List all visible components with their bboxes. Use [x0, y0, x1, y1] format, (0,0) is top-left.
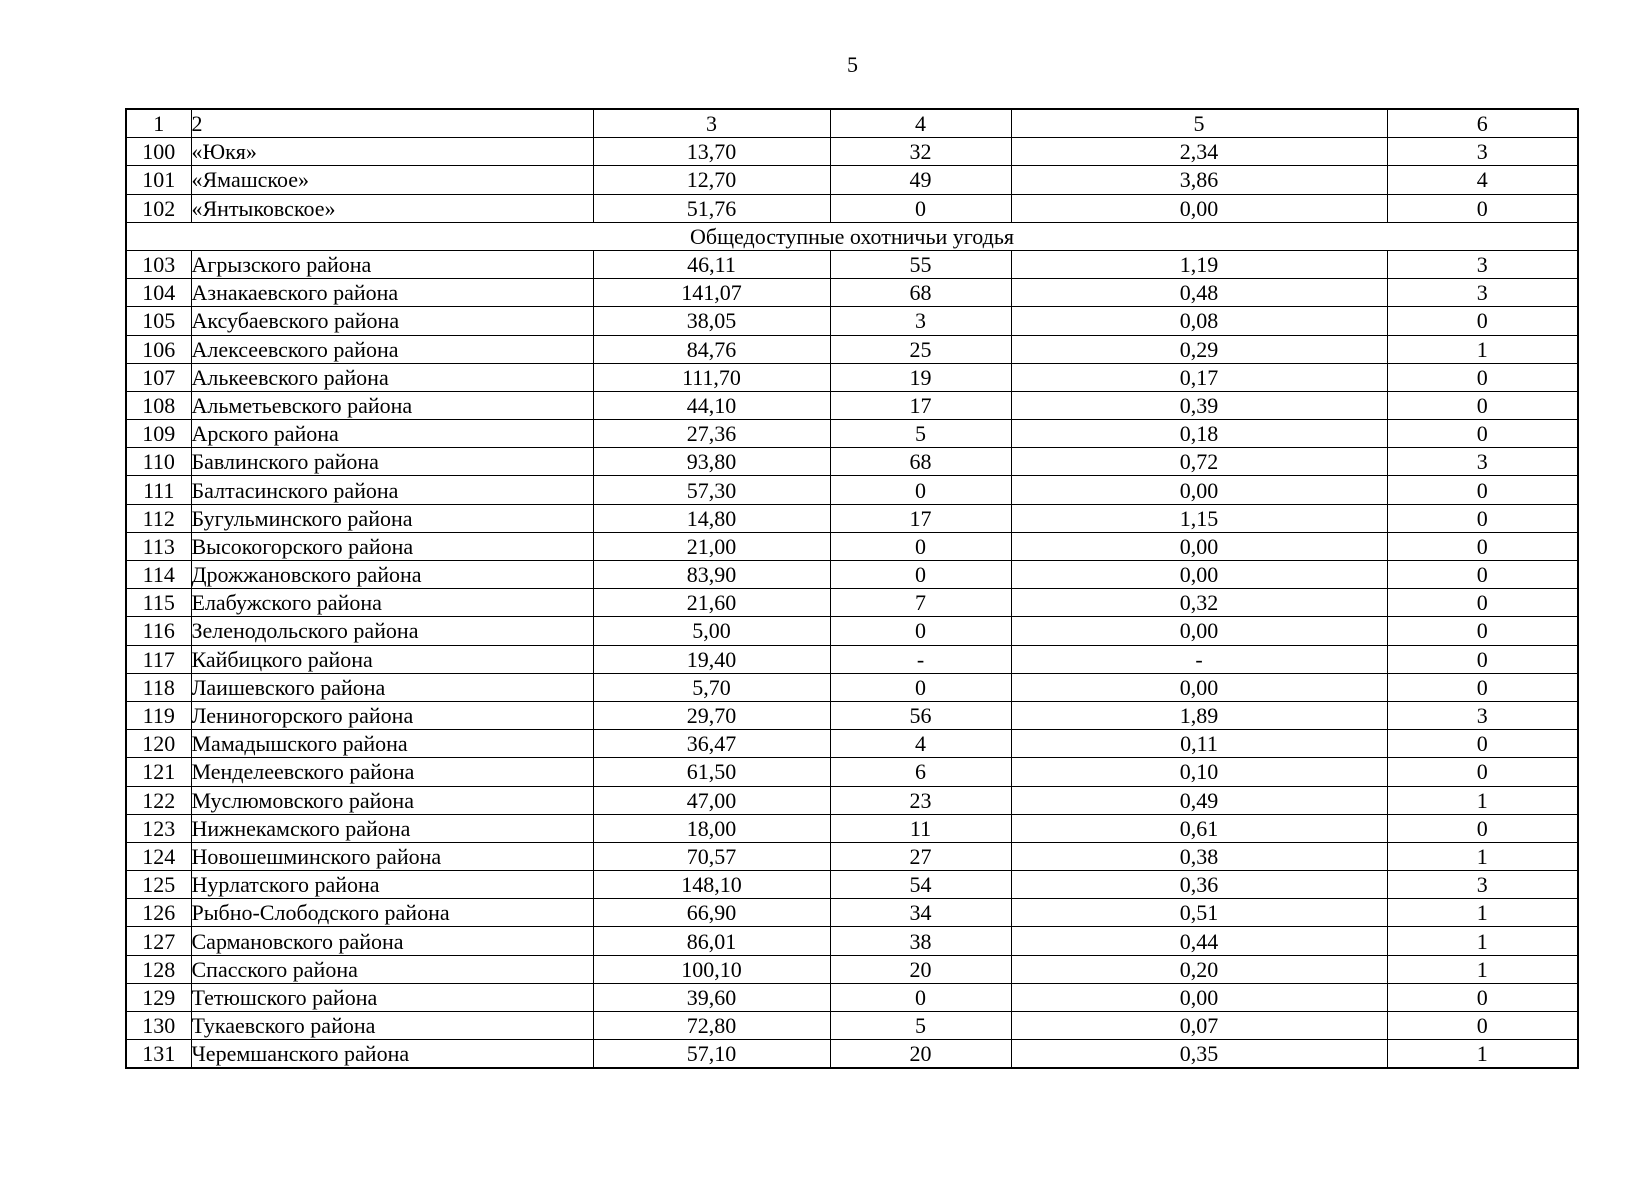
table-cell-col-5: 5 [1011, 109, 1387, 138]
table-cell-col-1: 108 [126, 391, 191, 419]
table-cell-col-1: 131 [126, 1040, 191, 1069]
table-cell-col-5: 0,11 [1011, 730, 1387, 758]
table-cell-col-3: 44,10 [593, 391, 830, 419]
table-cell-col-3: 66,90 [593, 899, 830, 927]
table-cell-col-6: 0 [1387, 504, 1578, 532]
table-cell-col-5: - [1011, 645, 1387, 673]
table-cell-col-1: 117 [126, 645, 191, 673]
table-cell-col-2: Балтасинского района [191, 476, 593, 504]
table-cell-col-2: Муслюмовского района [191, 786, 593, 814]
table-cell-col-5: 0,00 [1011, 476, 1387, 504]
table-cell-col-6: 0 [1387, 476, 1578, 504]
table-cell-col-1: 124 [126, 842, 191, 870]
table-cell-col-4: 5 [830, 1012, 1011, 1040]
table-row [126, 166, 1578, 194]
table-cell-col-2: Тукаевского района [191, 1012, 593, 1040]
table-cell-col-6: 3 [1387, 701, 1578, 729]
table-row [126, 589, 1578, 617]
table-cell-col-2: Алькеевского района [191, 363, 593, 391]
table-cell-col-2: Новошешминского района [191, 842, 593, 870]
table-cell-col-1: 114 [126, 561, 191, 589]
table-cell-col-1: 100 [126, 138, 191, 166]
table-cell-col-4: 0 [830, 673, 1011, 701]
section-title: Общедоступные охотничьи угодья [126, 222, 1578, 250]
table-cell-col-2: Тетюшского района [191, 983, 593, 1011]
table-cell-col-2: Лениногорского района [191, 701, 593, 729]
table-cell-col-3: 5,00 [593, 617, 830, 645]
table-cell-col-6: 0 [1387, 673, 1578, 701]
table-cell-col-5: 0,38 [1011, 842, 1387, 870]
table-cell-col-6: 1 [1387, 335, 1578, 363]
table-cell-col-3: 83,90 [593, 561, 830, 589]
table-row [126, 250, 1578, 278]
table-cell-col-3: 21,60 [593, 589, 830, 617]
table-cell-col-6: 3 [1387, 279, 1578, 307]
table-cell-col-2: Мамадышского района [191, 730, 593, 758]
table-row [126, 617, 1578, 645]
table-cell-col-4: 17 [830, 391, 1011, 419]
table-row [126, 673, 1578, 701]
table-cell-col-4: 38 [830, 927, 1011, 955]
table-cell-col-1: 122 [126, 786, 191, 814]
table-cell-col-6: 0 [1387, 420, 1578, 448]
table-row [126, 532, 1578, 560]
table-cell-col-1: 105 [126, 307, 191, 335]
table-cell-col-5: 0,00 [1011, 532, 1387, 560]
table-cell-col-6: 6 [1387, 109, 1578, 138]
table-cell-col-5: 0,00 [1011, 983, 1387, 1011]
table-cell-col-1: 103 [126, 250, 191, 278]
table-cell-col-4: 0 [830, 617, 1011, 645]
table-row [126, 758, 1578, 786]
table-cell-col-4: 11 [830, 814, 1011, 842]
table-cell-col-6: 0 [1387, 307, 1578, 335]
table-row [126, 504, 1578, 532]
table-cell-col-3: 14,80 [593, 504, 830, 532]
table-cell-col-6: 1 [1387, 1040, 1578, 1069]
page-number: 5 [847, 52, 858, 77]
table-cell-col-5: 0,18 [1011, 420, 1387, 448]
table-cell-col-6: 0 [1387, 391, 1578, 419]
table-row [126, 476, 1578, 504]
table-cell-col-1: 130 [126, 1012, 191, 1040]
table-cell-col-6: 1 [1387, 842, 1578, 870]
table-cell-col-4: 68 [830, 279, 1011, 307]
table-cell-col-4: 0 [830, 476, 1011, 504]
table-cell-col-5: 0,17 [1011, 363, 1387, 391]
table-cell-col-1: 109 [126, 420, 191, 448]
table-cell-col-6: 1 [1387, 927, 1578, 955]
table-cell-col-2: Черемшанского района [191, 1040, 593, 1069]
table-row [126, 194, 1578, 222]
table-cell-col-1: 129 [126, 983, 191, 1011]
table-row [126, 842, 1578, 870]
table-cell-col-4: 56 [830, 701, 1011, 729]
table-cell-col-6: 1 [1387, 899, 1578, 927]
table-cell-col-1: 116 [126, 617, 191, 645]
table-cell-col-5: 0,44 [1011, 927, 1387, 955]
table-cell-col-2: Арского района [191, 420, 593, 448]
table-cell-col-6: 3 [1387, 138, 1578, 166]
table-cell-col-5: 0,08 [1011, 307, 1387, 335]
table-cell-col-1: 112 [126, 504, 191, 532]
table-cell-col-1: 127 [126, 927, 191, 955]
table-cell-col-1: 107 [126, 363, 191, 391]
table-cell-col-2: Бавлинского района [191, 448, 593, 476]
table-cell-col-5: 0,29 [1011, 335, 1387, 363]
table-cell-col-2: Нурлатского района [191, 871, 593, 899]
table-cell-col-2: Елабужского района [191, 589, 593, 617]
table-cell-col-4: 25 [830, 335, 1011, 363]
table-row [126, 1040, 1578, 1069]
table-cell-col-1: 119 [126, 701, 191, 729]
table-cell-col-5: 0,49 [1011, 786, 1387, 814]
table-cell-col-6: 0 [1387, 194, 1578, 222]
table-cell-col-5: 0,10 [1011, 758, 1387, 786]
table-cell-col-2: Бугульминского района [191, 504, 593, 532]
table-cell-col-6: 3 [1387, 448, 1578, 476]
table-cell-col-6: 0 [1387, 363, 1578, 391]
table-cell-col-1: 123 [126, 814, 191, 842]
table-cell-col-1: 128 [126, 955, 191, 983]
table-cell-col-5: 0,51 [1011, 899, 1387, 927]
table-cell-col-4: 6 [830, 758, 1011, 786]
table-row [126, 871, 1578, 899]
table-header-row [126, 109, 1578, 138]
table-cell-col-1: 101 [126, 166, 191, 194]
table-cell-col-5: 0,35 [1011, 1040, 1387, 1069]
table-cell-col-3: 72,80 [593, 1012, 830, 1040]
table-cell-col-4: 0 [830, 561, 1011, 589]
table-cell-col-1: 111 [126, 476, 191, 504]
table-cell-col-3: 13,70 [593, 138, 830, 166]
table-cell-col-2: Рыбно-Слободского района [191, 899, 593, 927]
table-cell-col-1: 125 [126, 871, 191, 899]
table-cell-col-2: Нижнекамского района [191, 814, 593, 842]
table-cell-col-2: Зеленодольского района [191, 617, 593, 645]
table-cell-col-4: 32 [830, 138, 1011, 166]
table-cell-col-6: 0 [1387, 589, 1578, 617]
table-cell-col-1: 102 [126, 194, 191, 222]
table-cell-col-2: «Юкя» [191, 138, 593, 166]
table-cell-col-2: Лаишевского района [191, 673, 593, 701]
table-cell-col-4: 5 [830, 420, 1011, 448]
table-cell-col-6: 0 [1387, 730, 1578, 758]
table-cell-col-6: 1 [1387, 955, 1578, 983]
table-cell-col-5: 0,07 [1011, 1012, 1387, 1040]
table-cell-col-4: 19 [830, 363, 1011, 391]
table-row [126, 645, 1578, 673]
table-cell-col-6: 0 [1387, 617, 1578, 645]
table-row [126, 448, 1578, 476]
table-cell-col-5: 0,61 [1011, 814, 1387, 842]
table-cell-col-1: 1 [126, 109, 191, 138]
table-cell-col-5: 3,86 [1011, 166, 1387, 194]
table-cell-col-6: 3 [1387, 250, 1578, 278]
table-cell-col-1: 115 [126, 589, 191, 617]
table-cell-col-6: 0 [1387, 983, 1578, 1011]
table-cell-col-1: 104 [126, 279, 191, 307]
table-cell-col-2: «Янтыковское» [191, 194, 593, 222]
table-cell-col-3: 46,11 [593, 250, 830, 278]
table-row [126, 335, 1578, 363]
table-cell-col-3: 29,70 [593, 701, 830, 729]
table-cell-col-2: Сармановского района [191, 927, 593, 955]
table-cell-col-3: 93,80 [593, 448, 830, 476]
table-cell-col-1: 106 [126, 335, 191, 363]
table-cell-col-4: - [830, 645, 1011, 673]
table-cell-col-2: 2 [191, 109, 593, 138]
table-cell-col-3: 36,47 [593, 730, 830, 758]
table-cell-col-5: 0,72 [1011, 448, 1387, 476]
table-row [126, 701, 1578, 729]
table-cell-col-3: 12,70 [593, 166, 830, 194]
table-cell-col-3: 86,01 [593, 927, 830, 955]
table-cell-col-4: 34 [830, 899, 1011, 927]
table-cell-col-4: 20 [830, 955, 1011, 983]
table-row [126, 899, 1578, 927]
table-cell-col-6: 0 [1387, 814, 1578, 842]
table-cell-col-5: 2,34 [1011, 138, 1387, 166]
table-cell-col-4: 68 [830, 448, 1011, 476]
table-cell-col-2: Высокогорского района [191, 532, 593, 560]
table-cell-col-2: Алексеевского района [191, 335, 593, 363]
table-cell-col-6: 3 [1387, 871, 1578, 899]
table-cell-col-4: 27 [830, 842, 1011, 870]
section-row [126, 222, 1578, 250]
table-row [126, 561, 1578, 589]
table-cell-col-4: 0 [830, 194, 1011, 222]
table-row [126, 279, 1578, 307]
table-cell-col-5: 0,32 [1011, 589, 1387, 617]
table-cell-col-3: 84,76 [593, 335, 830, 363]
table-cell-col-4: 55 [830, 250, 1011, 278]
table-cell-col-3: 57,30 [593, 476, 830, 504]
table-row [126, 786, 1578, 814]
table-cell-col-3: 111,70 [593, 363, 830, 391]
table-cell-col-2: Агрызского района [191, 250, 593, 278]
table-cell-col-1: 113 [126, 532, 191, 560]
table-cell-col-4: 4 [830, 730, 1011, 758]
table-cell-col-5: 0,00 [1011, 673, 1387, 701]
table-cell-col-1: 121 [126, 758, 191, 786]
table-cell-col-3: 57,10 [593, 1040, 830, 1069]
table-cell-col-2: Дрожжановского района [191, 561, 593, 589]
table-cell-col-2: Азнакаевского района [191, 279, 593, 307]
table-cell-col-4: 0 [830, 532, 1011, 560]
table-row [126, 730, 1578, 758]
table-cell-col-5: 1,89 [1011, 701, 1387, 729]
table-cell-col-5: 0,00 [1011, 194, 1387, 222]
table-cell-col-5: 0,00 [1011, 561, 1387, 589]
table-cell-col-5: 0,36 [1011, 871, 1387, 899]
table-cell-col-2: Менделеевского района [191, 758, 593, 786]
table-cell-col-6: 4 [1387, 166, 1578, 194]
table-row [126, 955, 1578, 983]
table-cell-col-3: 100,10 [593, 955, 830, 983]
table-cell-col-2: Аксубаевского района [191, 307, 593, 335]
table-row [126, 363, 1578, 391]
table-cell-col-3: 21,00 [593, 532, 830, 560]
table-cell-col-4: 49 [830, 166, 1011, 194]
table-cell-col-6: 0 [1387, 645, 1578, 673]
table-cell-col-4: 23 [830, 786, 1011, 814]
table-cell-col-6: 0 [1387, 532, 1578, 560]
table-row [126, 138, 1578, 166]
table-cell-col-3: 38,05 [593, 307, 830, 335]
table-cell-col-4: 20 [830, 1040, 1011, 1069]
table-cell-col-1: 126 [126, 899, 191, 927]
table-row [126, 1012, 1578, 1040]
table-row [126, 814, 1578, 842]
table-row [126, 391, 1578, 419]
table-cell-col-4: 7 [830, 589, 1011, 617]
table-cell-col-5: 1,15 [1011, 504, 1387, 532]
table-cell-col-3: 61,50 [593, 758, 830, 786]
table-body [126, 109, 1578, 1068]
table-cell-col-3: 47,00 [593, 786, 830, 814]
table-cell-col-3: 141,07 [593, 279, 830, 307]
table-row [126, 983, 1578, 1011]
table-cell-col-1: 110 [126, 448, 191, 476]
table-cell-col-6: 1 [1387, 786, 1578, 814]
table-cell-col-3: 39,60 [593, 983, 830, 1011]
table-cell-col-4: 3 [830, 307, 1011, 335]
table-cell-col-5: 0,00 [1011, 617, 1387, 645]
table-cell-col-3: 18,00 [593, 814, 830, 842]
table-cell-col-5: 0,39 [1011, 391, 1387, 419]
table-row [126, 927, 1578, 955]
table-cell-col-3: 70,57 [593, 842, 830, 870]
table-cell-col-2: «Ямашское» [191, 166, 593, 194]
data-table [125, 108, 1579, 1069]
table-cell-col-4: 4 [830, 109, 1011, 138]
table-cell-col-6: 0 [1387, 1012, 1578, 1040]
table-cell-col-5: 0,48 [1011, 279, 1387, 307]
table-cell-col-4: 17 [830, 504, 1011, 532]
table-cell-col-2: Альметьевского района [191, 391, 593, 419]
table-cell-col-3: 5,70 [593, 673, 830, 701]
table-cell-col-1: 120 [126, 730, 191, 758]
table-cell-col-3: 51,76 [593, 194, 830, 222]
table-cell-col-5: 0,20 [1011, 955, 1387, 983]
table-cell-col-3: 27,36 [593, 420, 830, 448]
table-row [126, 420, 1578, 448]
table-cell-col-1: 118 [126, 673, 191, 701]
table-cell-col-2: Кайбицкого района [191, 645, 593, 673]
table-cell-col-4: 0 [830, 983, 1011, 1011]
table-cell-col-3: 19,40 [593, 645, 830, 673]
table-cell-col-6: 0 [1387, 561, 1578, 589]
table-cell-col-2: Спасского района [191, 955, 593, 983]
table-cell-col-3: 3 [593, 109, 830, 138]
table-cell-col-5: 1,19 [1011, 250, 1387, 278]
table-cell-col-4: 54 [830, 871, 1011, 899]
table-cell-col-6: 0 [1387, 758, 1578, 786]
table-cell-col-3: 148,10 [593, 871, 830, 899]
table-row [126, 307, 1578, 335]
